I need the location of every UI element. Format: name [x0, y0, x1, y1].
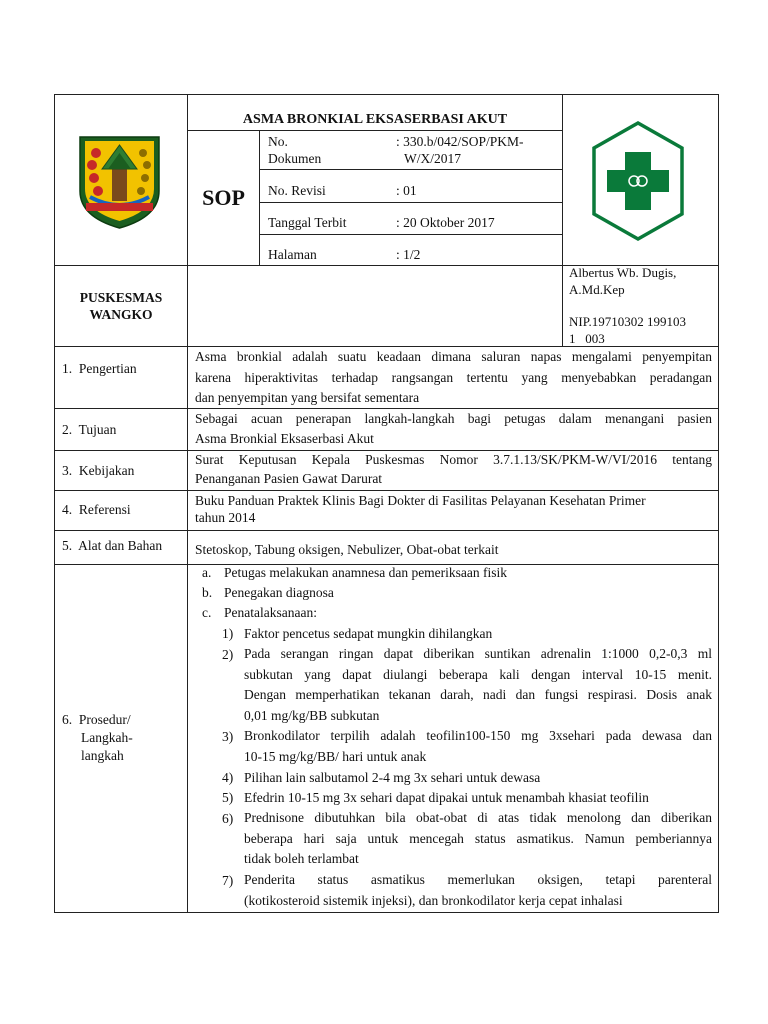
revision-label: No. Revisi — [268, 183, 326, 198]
step-body — [244, 808, 712, 870]
regional-emblem-logo — [72, 131, 167, 231]
step-marker: 2) — [222, 647, 234, 662]
body-line: Buku Panduan Praktek Klinis Bagi Dokter di Fasilitas Pelayanan Kesehatan Primer — [195, 493, 646, 508]
signer-name: Albertus Wb. Dugis, — [569, 265, 677, 280]
signer-nip-line2: 1 003 — [569, 331, 605, 346]
body-line: karena hiperaktivitas terhadap rangsangan tertentu yang menyebabkan peradangan — [195, 369, 712, 385]
body-line: Asma Bronkial Eksaserbasi Akut — [195, 430, 374, 446]
step-body — [244, 870, 712, 911]
list-marker: a. — [202, 565, 212, 580]
step-line: Efedrin 10-15 mg 3x sehari dapat dipakai untuk menambah khasiat teofilin — [244, 790, 649, 805]
section-body-alat-bahan: Stetoskop, Tabung oksigen, Nebulizer, Obat-obat terkait — [195, 542, 499, 557]
step-line: Pilihan lain salbutamol 2-4 mg 3x sehari untuk dewasa — [244, 770, 541, 785]
step-marker: 1) — [222, 626, 234, 641]
doc-number-value-line1: : 330.b/042/SOP/PKM- — [396, 134, 524, 149]
section-label-kebijakan: 3. Kebijakan — [62, 463, 135, 478]
step-line: 0,01 mg/kg/BB subkutan — [244, 707, 380, 723]
list-marker: b. — [202, 585, 213, 600]
body-line: dan penyempitan yang bersifat sementara — [195, 390, 420, 405]
org-name-line2: WANGKO — [89, 307, 153, 322]
section-body-referensi — [195, 492, 715, 526]
doc-number-label-line1: No. — [268, 134, 288, 149]
issue-date-value: : 20 Oktober 2017 — [396, 215, 495, 230]
label-line: Langkah- — [81, 730, 133, 745]
body-line: Asma bronkial adalah suatu keadaan dimana saluran napas mengalami penyempitan — [195, 349, 712, 364]
step-line: Dengan memperhatikan tekanan darah, nadi dan fungsi respirasi. Dosis anak — [244, 687, 712, 702]
list-item: Penegakan diagnosa — [224, 585, 334, 600]
section-label-alat-bahan: 5. Alat dan Bahan — [62, 538, 163, 553]
list-item: Petugas melakukan anamnesa dan pemeriksaan fisik — [224, 565, 508, 580]
revision-value: : 01 — [396, 183, 417, 198]
step-body — [244, 644, 712, 726]
body-line: Surat Keputusan Kepala Puskesmas Nomor 3.7.1.13/SK/PKM-W/VI/2016 tentang — [195, 452, 712, 467]
sop-label: SOP — [202, 185, 245, 210]
step-line: Penderita status asmatikus memerlukan oksigen, tetapi parenteral — [244, 872, 712, 887]
list-marker: c. — [202, 605, 212, 620]
section-label-tujuan: 2. Tujuan — [62, 422, 117, 437]
step-marker: 5) — [222, 790, 234, 805]
step-line: beberapa hari saja untuk mencegah status asmatikus. Namun pemberiannya — [244, 830, 712, 846]
step-marker: 7) — [222, 873, 234, 888]
page-label: Halaman — [268, 247, 317, 262]
label-line: 6. Prosedur/ — [62, 712, 131, 727]
signer-title: A.Md.Kep — [569, 282, 625, 297]
step-line: Bronkodilator terpilih adalah teofilin100-150 mg 3xsehari pada dewasa dan — [244, 728, 712, 743]
body-line: tahun 2014 — [195, 510, 256, 525]
issue-date-label: Tanggal Terbit — [268, 215, 347, 230]
page-value: : 1/2 — [396, 247, 421, 262]
step-line: Prednisone dibutuhkan bila obat-obat di atas tidak menolong dan diberikan — [244, 810, 712, 825]
step-marker: 6) — [222, 811, 234, 826]
document-title: ASMA BRONKIAL EKSASERBASI AKUT — [242, 112, 508, 127]
step-line: 10-15 mg/kg/BB/ hari untuk anak — [244, 748, 427, 764]
section-body-kebijakan — [195, 451, 712, 488]
doc-number-label-line2: Dokumen — [268, 151, 322, 166]
puskesmas-cross-logo — [590, 119, 686, 243]
doc-number-value-line2: W/X/2017 — [404, 151, 461, 166]
step-line: Pada serangan ringan dapat diberikan suntikan adrenalin 1:1000 0,2-0,3 ml — [244, 646, 712, 661]
section-label-pengertian: 1. Pengertian — [62, 361, 137, 376]
step-line: Faktor pencetus sedapat mungkin dihilangkan — [244, 626, 493, 641]
section-label-referensi: 4. Referensi — [62, 502, 131, 517]
step-marker: 4) — [222, 770, 234, 785]
step-marker: 3) — [222, 729, 234, 744]
signer-nip-line1: NIP.19710302 199103 — [569, 314, 687, 329]
org-name-line1: PUSKESMAS — [79, 290, 163, 305]
body-line: Penanganan Pasien Gawat Darurat — [195, 470, 383, 486]
list-item: Penatalaksanaan: — [224, 605, 317, 620]
section-body-tujuan — [195, 409, 712, 448]
label-line: langkah — [81, 748, 124, 763]
step-body — [244, 726, 712, 767]
step-line: tidak boleh terlambat — [244, 851, 359, 866]
section-body-pengertian — [195, 347, 712, 409]
step-line: subkutan yang dapat diulangi beberapa kali dengan interval 10-15 menit. — [244, 666, 712, 682]
step-line: (kotikosteroid sistemik injeksi), dan bronkodilator kerja cepat inhalasi — [244, 892, 623, 908]
body-line: Sebagai acuan penerapan langkah-langkah bagi petugas dalam menangani pasien — [195, 411, 712, 426]
